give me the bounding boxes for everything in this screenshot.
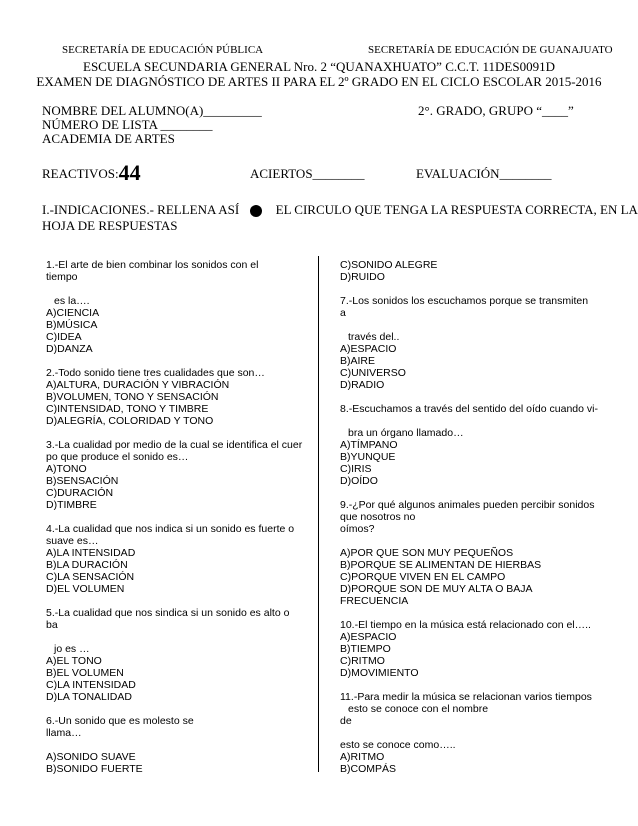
question-line: A)TONO xyxy=(46,463,87,475)
question-line: 6.-Un sonido que es molesto se xyxy=(46,715,194,727)
question-line: A)ESPACIO xyxy=(340,631,397,643)
question-line xyxy=(46,703,312,715)
header-right: SECRETARÍA DE EDUCACIÓN DE GUANAJUATO xyxy=(368,44,613,56)
question-line: B)AIRE xyxy=(340,355,376,367)
question-line xyxy=(340,319,622,331)
question-line: C)PORQUE VIVEN EN EL CAMPO xyxy=(340,571,506,583)
list-number-field: NÚMERO DE LISTA ________ xyxy=(42,117,213,132)
question-line: A)RITMO xyxy=(340,751,385,763)
question-line: D)RADIO xyxy=(340,379,385,391)
school-name: ESCUELA SECUNDARIA GENERAL Nro. 2 “QUANAXHUATO” C.C.T. 11DES0091D xyxy=(83,59,555,74)
question-line: B)SONIDO FUERTE xyxy=(46,763,143,775)
question-line: suave es… xyxy=(46,535,99,547)
question-line: 1.-El arte de bien combinar los sonidos con el xyxy=(46,259,259,271)
question-line: D)TIMBRE xyxy=(46,499,97,511)
question-line: C)RITMO xyxy=(340,655,385,667)
question-line: B)VOLUMEN, TONO Y SENSACIÓN xyxy=(46,391,219,403)
question-line: 10.-El tiempo en la música está relacionado con el….. xyxy=(340,619,591,631)
instructions-line-1 xyxy=(42,202,638,218)
question-line: es la…. xyxy=(54,295,90,307)
question-line: C)IDEA xyxy=(46,331,82,343)
question-line: 7.-Los sonidos los escuchamos porque se transmiten xyxy=(340,295,589,307)
header-left: SECRETARÍA DE EDUCACIÓN PÚBLICA xyxy=(62,44,264,56)
question-line xyxy=(340,487,622,499)
question-line: C)SONIDO ALEGRE xyxy=(340,259,438,271)
question-line: llama… xyxy=(46,727,82,739)
question-line: A)ESPACIO xyxy=(340,343,397,355)
question-line: C)LA INTENSIDAD xyxy=(46,679,136,691)
question-line: oímos? xyxy=(340,523,375,535)
question-line: C)LA SENSACIÓN xyxy=(46,571,135,583)
question-line: B)TIEMPO xyxy=(340,643,391,655)
question-line xyxy=(46,739,312,751)
question-line: B)LA DURACIÓN xyxy=(46,559,128,571)
question-line: D)MOVIMIENTO xyxy=(340,667,419,679)
academy-label: ACADEMIA DE ARTES xyxy=(42,131,175,146)
question-line: B)PORQUE SE ALIMENTAN DE HIERBAS xyxy=(340,559,542,571)
question-line: A)ALTURA, DURACIÓN Y VIBRACIÓN xyxy=(46,379,230,391)
question-line: B)EL VOLUMEN xyxy=(46,667,124,679)
question-line: D)EL VOLUMEN xyxy=(46,583,125,595)
question-line xyxy=(46,355,312,367)
question-line: jo es … xyxy=(54,643,90,655)
question-line xyxy=(46,427,312,439)
question-line xyxy=(340,535,622,547)
question-line: D)RUIDO xyxy=(340,271,385,283)
question-line: D)OÍDO xyxy=(340,475,378,487)
question-line: 3.-La cualidad por medio de la cual se identifica el cuer xyxy=(46,439,303,451)
student-name-field: NOMBRE DEL ALUMNO(A)_________ xyxy=(42,103,262,118)
question-line: bra un órgano llamado… xyxy=(348,427,464,439)
question-line: B)YUNQUE xyxy=(340,451,396,463)
question-line: D)DANZA xyxy=(46,343,93,355)
questions-right-column xyxy=(340,259,622,775)
question-line: 2.-Todo sonido tiene tres cualidades que son… xyxy=(46,367,265,379)
question-line: esto se conoce con el nombre xyxy=(348,703,489,715)
question-line: po que produce el sonido es… xyxy=(46,451,189,463)
question-line xyxy=(340,415,622,427)
question-line: esto se conoce como….. xyxy=(340,739,456,751)
question-line: A)TÍMPANO xyxy=(340,439,398,451)
question-line: 11.-Para medir la música se relacionan varios tiempos xyxy=(340,691,592,703)
exam-title: EXAMEN DE DIAGNÓSTICO DE ARTES II PARA EL 2º GRADO EN EL CICLO ESCOLAR 2015-2016 xyxy=(36,74,602,89)
question-line: 5.-La cualidad que nos sindica si un sonido es alto o xyxy=(46,607,290,619)
question-line: C)UNIVERSO xyxy=(340,367,406,379)
question-line: A)POR QUE SON MUY PEQUEÑOS xyxy=(340,547,514,559)
questions-left-column xyxy=(46,259,312,775)
question-line xyxy=(340,391,622,403)
question-line: C)IRIS xyxy=(340,463,372,475)
question-line: FRECUENCIA xyxy=(340,595,409,607)
question-line xyxy=(46,631,312,643)
question-line: C)INTENSIDAD, TONO Y TIMBRE xyxy=(46,403,209,415)
question-line: A)EL TONO xyxy=(46,655,102,667)
question-line xyxy=(46,595,312,607)
question-line xyxy=(340,727,622,739)
reactivos-row xyxy=(42,160,141,186)
reactivos-value: 44 xyxy=(118,160,141,185)
question-line: través del.. xyxy=(348,331,400,343)
filled-circle-icon xyxy=(250,205,262,217)
evaluacion-field: EVALUACIÓN________ xyxy=(416,166,552,181)
question-line: A)CIENCIA xyxy=(46,307,100,319)
question-line: 8.-Escuchamos a través del sentido del oído cuando vi- xyxy=(340,403,598,415)
question-line xyxy=(340,679,622,691)
question-line xyxy=(46,283,312,295)
question-line: D)LA TONALIDAD xyxy=(46,691,132,703)
question-line: C)DURACIÓN xyxy=(46,487,114,499)
question-line xyxy=(340,283,622,295)
aciertos-field: ACIERTOS________ xyxy=(250,166,365,181)
question-line: a xyxy=(340,307,346,319)
column-divider xyxy=(318,256,319,772)
question-line: D)ALEGRÍA, COLORIDAD Y TONO xyxy=(46,415,214,427)
question-line: de xyxy=(340,715,352,727)
question-line: 9.-¿Por qué algunos animales pueden percibir sonidos xyxy=(340,499,595,511)
question-line: ba xyxy=(46,619,58,631)
question-line xyxy=(46,511,312,523)
question-line: 4.-La cualidad que nos indica si un sonido es fuerte o xyxy=(46,523,295,535)
question-line: A)LA INTENSIDAD xyxy=(46,547,136,559)
question-line xyxy=(340,607,622,619)
question-line: B)COMPÁS xyxy=(340,763,397,775)
instructions-part-b: EL CIRCULO QUE TENGA LA RESPUESTA CORRECTA, EN LA xyxy=(275,202,638,217)
grade-group-field: 2°. GRADO, GRUPO “____” xyxy=(418,103,574,118)
question-line: B)SENSACIÓN xyxy=(46,475,119,487)
question-line: A)SONIDO SUAVE xyxy=(46,751,136,763)
question-line: que nosotros no xyxy=(340,511,416,523)
question-line: B)MÚSICA xyxy=(46,319,98,331)
question-line: tiempo xyxy=(46,271,78,283)
instructions-line-2: HOJA DE RESPUESTAS xyxy=(42,218,178,233)
reactivos-label: REACTIVOS: xyxy=(42,166,119,181)
instructions-part-a: I.-INDICACIONES.- RELLENA ASÍ xyxy=(42,202,240,217)
question-line: D)PORQUE SON DE MUY ALTA O BAJA xyxy=(340,583,533,595)
